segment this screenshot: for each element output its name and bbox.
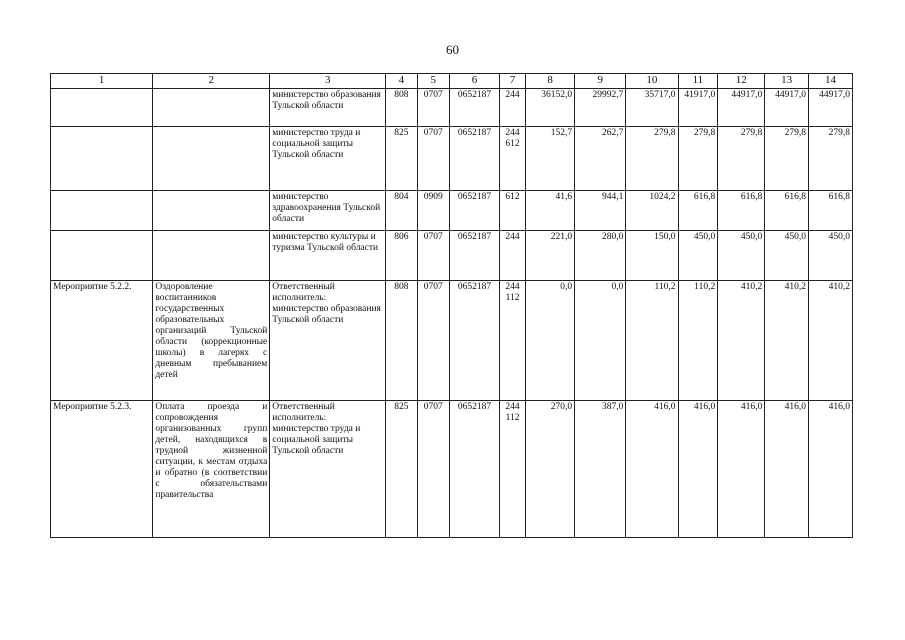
cell-amount: 270,0: [526, 401, 575, 538]
cell-expense-type: [500, 231, 526, 281]
cell-amount: 110,2: [626, 281, 678, 401]
cell-amount: 616,8: [809, 191, 853, 231]
cell-description: [153, 191, 270, 231]
column-header: 11: [678, 74, 718, 89]
cell-grbs: 825: [386, 127, 417, 191]
cell-grbs: 804: [386, 191, 417, 231]
cell-measure: Мероприятие 5.2.3.: [51, 401, 153, 538]
column-header: 8: [526, 74, 575, 89]
page-number: 60: [446, 42, 459, 57]
cell-amount: 279,8: [718, 127, 765, 191]
cell-amount: 416,0: [626, 401, 678, 538]
expense-type-code: 612: [505, 192, 520, 202]
cell-amount: 279,8: [765, 127, 809, 191]
cell-amount: 279,8: [809, 127, 853, 191]
cell-target-article: 0652187: [449, 281, 499, 401]
cell-grbs: 808: [386, 281, 417, 401]
cell-expense-type: [500, 127, 526, 191]
column-header: 5: [417, 74, 449, 89]
cell-measure: [51, 231, 153, 281]
cell-section: 0707: [417, 401, 449, 538]
cell-target-article: 0652187: [449, 127, 499, 191]
cell-measure: [51, 89, 153, 127]
expense-type-code: 244: [505, 128, 520, 138]
cell-description: [153, 89, 270, 127]
cell-executor: министерство здравоохранения Тульской области: [270, 191, 386, 231]
cell-amount: 410,2: [718, 281, 765, 401]
column-header: 3: [270, 74, 386, 89]
cell-amount: 450,0: [718, 231, 765, 281]
cell-amount: 221,0: [526, 231, 575, 281]
table-row: [51, 191, 853, 231]
cell-amount: 616,8: [718, 191, 765, 231]
cell-amount: 0,0: [526, 281, 575, 401]
cell-amount: 41917,0: [678, 89, 718, 127]
table-row: [51, 231, 853, 281]
cell-amount: 944,1: [575, 191, 626, 231]
cell-section: 0707: [417, 89, 449, 127]
cell-amount: 1024,2: [626, 191, 678, 231]
cell-amount: 44917,0: [809, 89, 853, 127]
cell-executor: министерство культуры и туризма Тульской области: [270, 231, 386, 281]
cell-description: Оплата проезда и сопровождения организованных групп детей, находящихся в трудной жизненной ситуации, к местам отдыха и обратно (в соответствии с обязательствами правительства: [153, 401, 270, 538]
cell-amount: 262,7: [575, 127, 626, 191]
cell-description: Оздоровление воспитанников государственных образовательных организаций Тульской области (коррекционные школы) в лагерях с дневным пребыванием детей: [153, 281, 270, 401]
cell-executor: министерство образования Тульской области: [270, 89, 386, 127]
cell-amount: 416,0: [718, 401, 765, 538]
cell-amount: 410,2: [809, 281, 853, 401]
cell-amount: 29992,7: [575, 89, 626, 127]
cell-amount: 35717,0: [626, 89, 678, 127]
cell-section: 0909: [417, 191, 449, 231]
column-header: 14: [809, 74, 853, 89]
cell-amount: 416,0: [765, 401, 809, 538]
cell-description: [153, 127, 270, 191]
cell-amount: 279,8: [678, 127, 718, 191]
table-row: [51, 281, 853, 401]
expense-type-code: 612: [505, 139, 520, 149]
expense-type-code: 244: [505, 232, 520, 242]
column-header: 4: [386, 74, 417, 89]
column-header: 9: [575, 74, 626, 89]
expense-type-code: 244: [505, 402, 520, 412]
cell-amount: 416,0: [678, 401, 718, 538]
cell-amount: 279,8: [626, 127, 678, 191]
cell-amount: 450,0: [809, 231, 853, 281]
cell-grbs: 806: [386, 231, 417, 281]
cell-executor: министерство труда и социальной защиты Тульской области: [270, 127, 386, 191]
cell-amount: 44917,0: [765, 89, 809, 127]
cell-amount: 0,0: [575, 281, 626, 401]
cell-amount: 416,0: [809, 401, 853, 538]
column-header: 12: [718, 74, 765, 89]
cell-section: 0707: [417, 127, 449, 191]
cell-amount: 110,2: [678, 281, 718, 401]
cell-grbs: 825: [386, 401, 417, 538]
expense-type-code: 244: [505, 90, 520, 100]
cell-amount: 280,0: [575, 231, 626, 281]
column-header: 2: [153, 74, 270, 89]
cell-grbs: 808: [386, 89, 417, 127]
cell-amount: 450,0: [678, 231, 718, 281]
cell-measure: Мероприятие 5.2.2.: [51, 281, 153, 401]
cell-amount: 387,0: [575, 401, 626, 538]
expense-type-code: 112: [505, 293, 520, 303]
expense-type-code: 112: [505, 413, 520, 423]
cell-amount: 410,2: [765, 281, 809, 401]
column-header: 7: [500, 74, 526, 89]
cell-executor: Ответственный исполнитель: министерство труда и социальной защиты Тульской области: [270, 401, 386, 538]
cell-amount: 150,0: [626, 231, 678, 281]
cell-target-article: 0652187: [449, 231, 499, 281]
cell-amount: 450,0: [765, 231, 809, 281]
cell-amount: 44917,0: [718, 89, 765, 127]
expense-type-code: 244: [505, 282, 520, 292]
column-header: 10: [626, 74, 678, 89]
cell-section: 0707: [417, 231, 449, 281]
column-header: 6: [449, 74, 499, 89]
cell-amount: 616,8: [678, 191, 718, 231]
cell-amount: 152,7: [526, 127, 575, 191]
header-row: [51, 74, 853, 89]
cell-amount: 36152,0: [526, 89, 575, 127]
table-row: [51, 89, 853, 127]
column-header: 13: [765, 74, 809, 89]
cell-amount: 616,8: [765, 191, 809, 231]
column-header: 1: [51, 74, 153, 89]
cell-amount: 41,6: [526, 191, 575, 231]
cell-target-article: 0652187: [449, 401, 499, 538]
cell-executor: Ответственный исполнитель: министерство образования Тульской области: [270, 281, 386, 401]
cell-expense-type: [500, 89, 526, 127]
cell-target-article: 0652187: [449, 191, 499, 231]
budget-table: [50, 73, 853, 538]
cell-target-article: 0652187: [449, 89, 499, 127]
table-row: [51, 127, 853, 191]
cell-expense-type: [500, 401, 526, 538]
cell-description: [153, 231, 270, 281]
cell-expense-type: [500, 191, 526, 231]
cell-measure: [51, 191, 153, 231]
cell-expense-type: [500, 281, 526, 401]
cell-measure: [51, 127, 153, 191]
table-row: [51, 401, 853, 538]
cell-section: 0707: [417, 281, 449, 401]
